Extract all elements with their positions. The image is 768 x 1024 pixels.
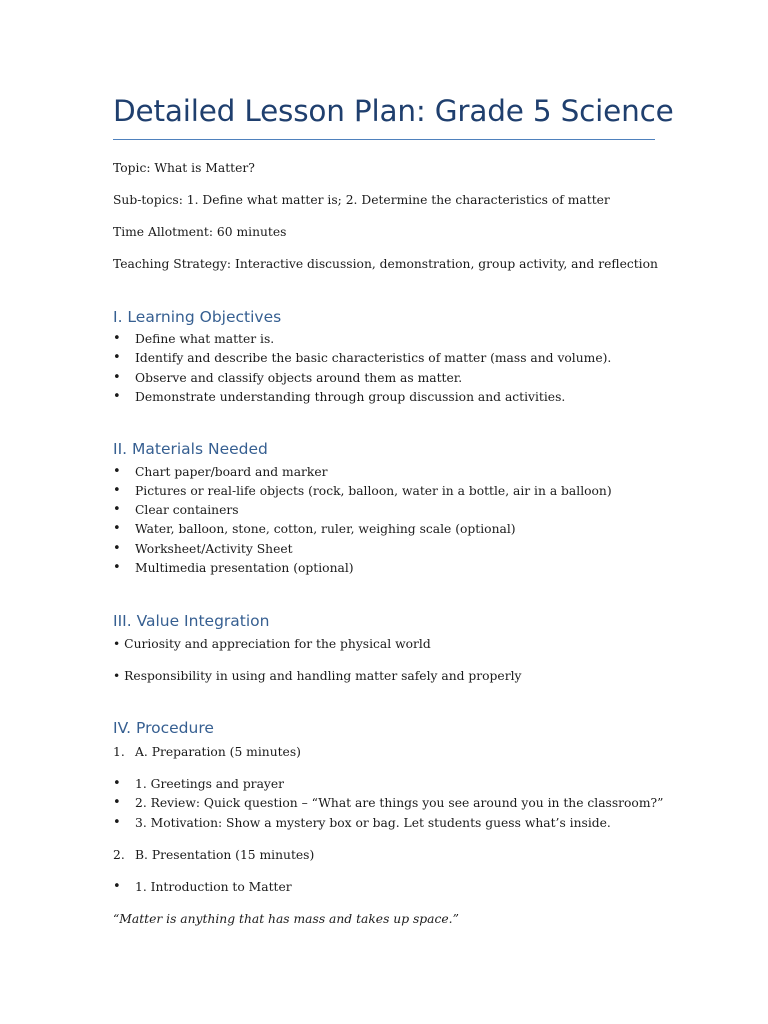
step-number: 2. xyxy=(113,848,125,862)
bullet-icon: • xyxy=(113,370,121,385)
bullet-icon: • xyxy=(113,331,121,346)
list-item-text: 1. Greetings and prayer xyxy=(135,777,284,791)
list-item-text: Multimedia presentation (optional) xyxy=(135,561,354,575)
bullet-icon: • xyxy=(113,502,121,517)
teaching-strategy-line: Teaching Strategy: Interactive discussion, demonstration, group activity, and reflection xyxy=(113,257,658,271)
bullet-icon: • xyxy=(113,521,121,536)
step-label: B. Presentation (15 minutes) xyxy=(135,848,315,862)
bullet-icon: • xyxy=(113,541,121,556)
bullet-icon: • xyxy=(113,815,121,830)
procedure-heading: IV. Procedure xyxy=(113,719,214,737)
list-item-text: Define what matter is. xyxy=(135,332,275,346)
matter-definition-quote: “Matter is anything that has mass and takes up space.” xyxy=(113,912,459,926)
bullet-icon: • xyxy=(113,350,121,365)
bullet-icon: • xyxy=(113,879,121,894)
list-item-text: Demonstrate understanding through group discussion and activities. xyxy=(135,390,566,404)
time-allotment-line: Time Allotment: 60 minutes xyxy=(113,225,287,239)
step-label: A. Preparation (5 minutes) xyxy=(135,745,301,759)
list-item-text: Clear containers xyxy=(135,503,239,517)
subtopics-line: Sub-topics: 1. Define what matter is; 2. Determine the characteristics of matter xyxy=(113,193,610,207)
list-item-text: 3. Motivation: Show a mystery box or bag. Let students guess what’s inside. xyxy=(135,816,611,830)
list-item-text: Water, balloon, stone, cotton, ruler, weighing scale (optional) xyxy=(135,522,516,536)
page-title: Detailed Lesson Plan: Grade 5 Science xyxy=(113,94,674,128)
objectives-heading: I. Learning Objectives xyxy=(113,308,282,326)
materials-heading: II. Materials Needed xyxy=(113,440,268,458)
values-heading: III. Value Integration xyxy=(113,612,270,630)
bullet-icon: • xyxy=(113,464,121,479)
value-item: • Responsibility in using and handling matter safely and properly xyxy=(113,669,522,683)
list-item-text: Pictures or real-life objects (rock, balloon, water in a bottle, air in a balloon) xyxy=(135,484,612,498)
bullet-icon: • xyxy=(113,795,121,810)
bullet-icon: • xyxy=(113,483,121,498)
title-underline xyxy=(113,139,655,140)
bullet-icon: • xyxy=(113,776,121,791)
list-item-text: Worksheet/Activity Sheet xyxy=(135,542,293,556)
bullet-icon: • xyxy=(113,560,121,575)
value-item: • Curiosity and appreciation for the physical world xyxy=(113,637,431,651)
step-number: 1. xyxy=(113,745,125,759)
list-item-text: Observe and classify objects around them as matter. xyxy=(135,371,463,385)
bullet-icon: • xyxy=(113,389,121,404)
list-item-text: Chart paper/board and marker xyxy=(135,465,328,479)
list-item-text: 1. Introduction to Matter xyxy=(135,880,292,894)
list-item-text: 2. Review: Quick question – “What are things you see around you in the classroom?” xyxy=(135,796,664,810)
topic-line: Topic: What is Matter? xyxy=(113,161,255,175)
list-item-text: Identify and describe the basic characteristics of matter (mass and volume). xyxy=(135,351,612,365)
